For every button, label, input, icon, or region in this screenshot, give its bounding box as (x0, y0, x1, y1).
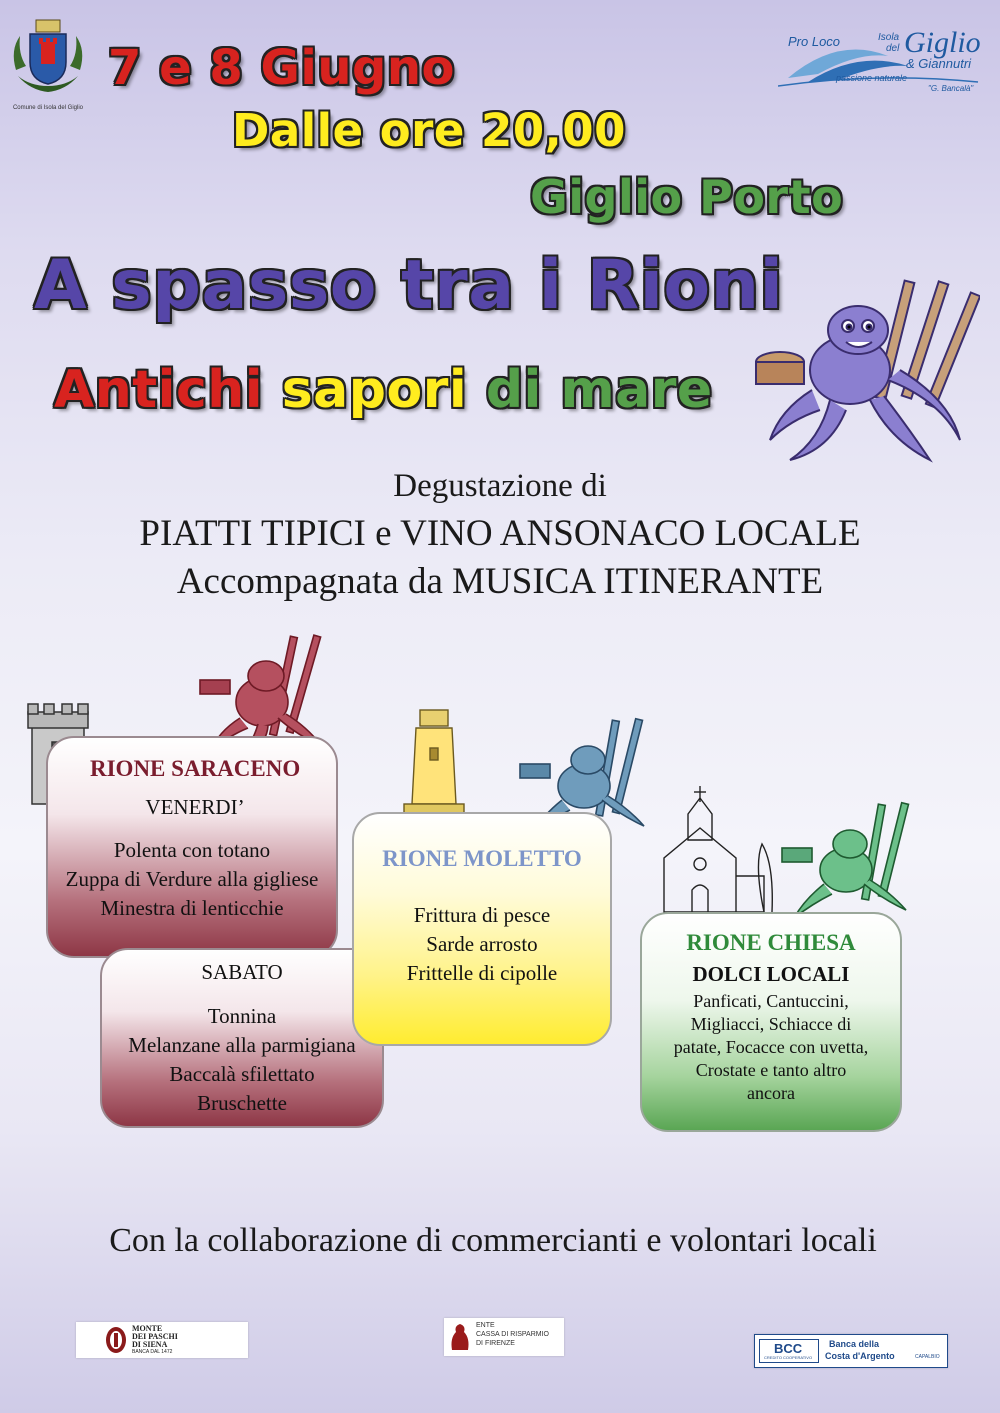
bcc-line-1: Banca della (829, 1339, 880, 1349)
sponsor-bcc-logo (754, 1334, 948, 1368)
capalbio-label: CAPALBIO (915, 1354, 940, 1360)
proloco-logo (778, 26, 988, 98)
subtitle-sapori: sapori (281, 360, 468, 420)
event-dates: 7 e 8 Giugno (108, 40, 456, 96)
proloco-brand: Giglio (904, 26, 981, 59)
chiesa-list (640, 990, 902, 1105)
list-item: Minestra di lenticchie (100, 896, 284, 920)
list-item: Panficati, Cantuccini, (693, 991, 849, 1011)
list-item: ancora (747, 1083, 795, 1103)
comune-logo (8, 10, 88, 110)
subtitle-di-mare: di mare (485, 360, 713, 420)
mps-emblem-icon (104, 1325, 128, 1355)
church-icon (654, 784, 784, 916)
subtitle-antichi: Antichi (54, 360, 264, 420)
rione-chiesa-subtitle: DOLCI LOCALI (692, 962, 850, 986)
saraceno-day1-list (46, 836, 338, 923)
rione-saraceno-title: RIONE SARACENO (90, 756, 301, 781)
footer-thanks: Con la collaborazione di commercianti e volontari locali (109, 1222, 877, 1259)
list-item: Zuppa di Verdure alla gigliese (65, 867, 319, 891)
event-time: Dalle ore 20,00 (232, 104, 626, 157)
list-item: Bruschette (197, 1091, 287, 1115)
ente-line-3: DI FIRENZE (476, 1340, 515, 1347)
rione-chiesa-title: RIONE CHIESA (686, 930, 856, 955)
event-title: A spasso tra i Rioni (34, 246, 784, 325)
intro-line-3: Accompagnata da MUSICA ITINERANTE (176, 561, 824, 602)
event-place: Giglio Porto (530, 170, 844, 224)
bcc-sub: CREDITO COOPERATIVO (764, 1355, 813, 1360)
lighthouse-icon (398, 704, 470, 816)
coat-of-arms-icon (8, 10, 88, 102)
list-item: patate, Focacce con uvetta, (673, 1037, 869, 1057)
list-item: Tonnina (207, 1004, 277, 1028)
sponsor-mps-logo (76, 1322, 248, 1358)
list-item: Melanzane alla parmigiana (128, 1033, 356, 1057)
sponsor-ente-crf-logo (444, 1318, 564, 1356)
mps-line-2: DEI PASCHI (132, 1332, 178, 1341)
proloco-del: del (886, 43, 900, 54)
ente-line-1: ENTE (476, 1322, 495, 1329)
saraceno-day1-label: VENERDI’ (145, 795, 245, 819)
saraceno-day2-list (100, 1002, 384, 1118)
event-subtitle (54, 360, 713, 420)
bcc-badge (759, 1339, 819, 1363)
mps-line-3: DI SIENA (132, 1340, 168, 1349)
ente-line-2: CASSA DI RISPARMIO (476, 1331, 549, 1338)
proloco-isola: Isola (878, 32, 900, 43)
list-item: Crostate e tanto altro (695, 1060, 847, 1080)
mps-line-1: MONTE (132, 1324, 163, 1333)
list-item: Polenta con totano (113, 838, 271, 862)
proloco-tagline: passione naturale (836, 73, 908, 83)
intro-line-2: PIATTI TIPICI e VINO ANSONACO LOCALE (139, 513, 861, 554)
list-item: Frittura di pesce (413, 903, 551, 927)
list-item: Frittelle di cipolle (406, 961, 558, 985)
bcc-line-2: Costa d'Argento (825, 1351, 895, 1361)
proloco-brand2: & Giannutri (906, 56, 972, 71)
octopus-mascot-icon (750, 270, 980, 480)
list-item: Migliacci, Schiacce di (690, 1014, 852, 1034)
proloco-signature: "G. Bancalà" (928, 84, 974, 93)
saraceno-day2-label: SABATO (201, 960, 283, 984)
green-octopus-icon (776, 800, 916, 924)
rione-moletto-title: RIONE MOLETTO (382, 846, 582, 871)
bcc-label: BCC (774, 1341, 803, 1356)
ente-emblem-icon (448, 1322, 472, 1352)
list-item: Baccalà sfilettato (169, 1062, 315, 1086)
intro-line-1: Degustazione di (393, 468, 607, 504)
list-item: Sarde arrosto (426, 932, 538, 956)
mps-line-4: BANCA DAL 1472 (132, 1349, 173, 1355)
moletto-list (352, 901, 612, 988)
comune-caption: Comune di Isola del Giglio (12, 105, 84, 111)
proloco-label: Pro Loco (788, 34, 841, 49)
